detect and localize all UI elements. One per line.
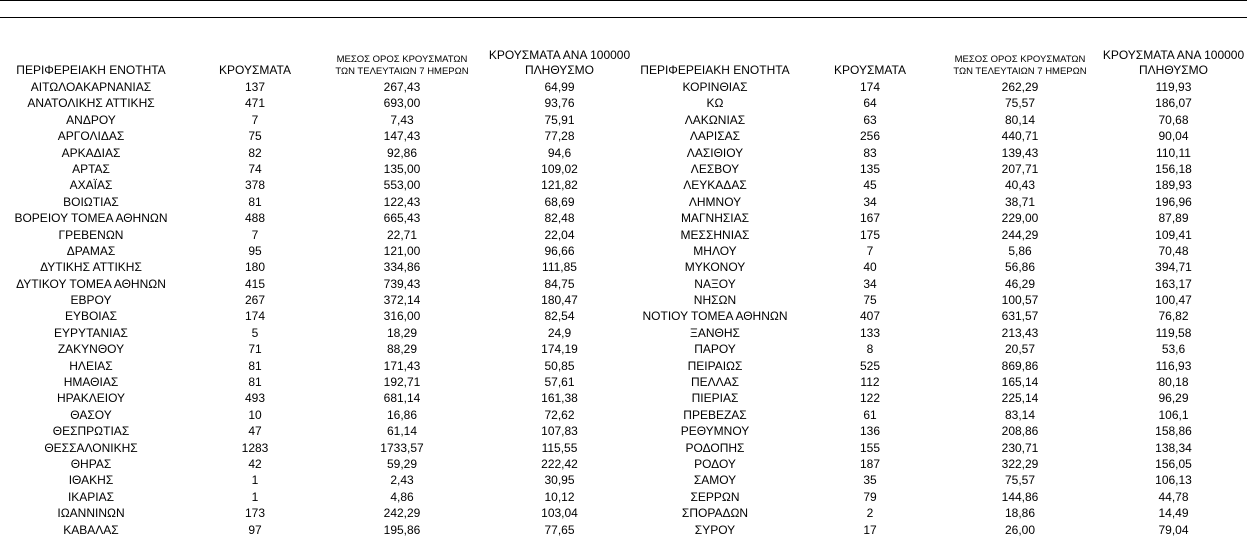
per100k-cell: 110,11 bbox=[1156, 145, 1191, 160]
avg-cases-cell: 869,86 bbox=[1001, 358, 1039, 373]
cases-cell: 493 bbox=[244, 391, 266, 406]
cases-cell: 173 bbox=[244, 506, 266, 521]
table-row bbox=[0, 489, 1247, 505]
table-row bbox=[0, 472, 1247, 488]
avg-cases-cell: 61,14 bbox=[386, 424, 418, 439]
table-row bbox=[0, 210, 1247, 226]
region-cell: ΒΟΡΕΙΟΥ ΤΟΜΕΑ ΑΘΗΝΩΝ bbox=[14, 211, 168, 226]
per100k-cell: 119,58 bbox=[1155, 325, 1192, 340]
table-row bbox=[0, 374, 1247, 390]
avg-cases-cell: 195,86 bbox=[383, 522, 421, 537]
region-cell: ΠΡΕΒΕΖΑΣ bbox=[683, 407, 747, 422]
avg-cases-cell: 4,86 bbox=[390, 489, 414, 504]
cases-cell: 1 bbox=[251, 473, 259, 488]
header-region-label: ΠΕΡΙΦΕΡΕΙΑΚΗ ΕΝΟΤΗΤΑ bbox=[16, 63, 166, 77]
region-cell: ΑΙΤΩΛΟΑΚΑΡΝΑΝΙΑΣ bbox=[30, 80, 152, 94]
per100k-cell: 30,95 bbox=[544, 473, 575, 488]
per100k-cell: 82,54 bbox=[544, 309, 575, 324]
region-cell: ΔΥΤΙΚΗΣ ΑΤΤΙΚΗΣ bbox=[40, 260, 142, 275]
per100k-cell: 180,47 bbox=[541, 293, 578, 308]
avg-cases-cell: 46,29 bbox=[1004, 276, 1036, 291]
region-cell: ΝΑΞΟΥ bbox=[694, 276, 736, 291]
avg-cases-cell: 75,57 bbox=[1004, 96, 1036, 111]
avg-cases-cell: 20,57 bbox=[1004, 342, 1036, 357]
region-cell: ΑΧΑΪΑΣ bbox=[69, 178, 113, 193]
avg-cases-cell: 88,29 bbox=[386, 342, 418, 357]
avg-cases-cell: 7,43 bbox=[390, 112, 414, 127]
per100k-cell: 53,6 bbox=[1161, 342, 1186, 357]
per100k-cell: 196,96 bbox=[1155, 194, 1192, 209]
cases-cell: 137 bbox=[244, 80, 266, 94]
header-avg-line1: ΜΕΣΟΣ ΟΡΟΣ ΚΡΟΥΣΜΑΤΩΝ bbox=[954, 54, 1086, 65]
avg-cases-cell: 100,57 bbox=[1001, 293, 1039, 308]
avg-cases-cell: 147,43 bbox=[383, 129, 421, 144]
header-avg-line2: ΤΩΝ ΤΕΛΕΥΤΑΙΩΝ 7 ΗΜΕΡΩΝ bbox=[335, 66, 469, 77]
region-cell: ΗΛΕΙΑΣ bbox=[69, 358, 113, 373]
per100k-cell: 156,05 bbox=[1155, 456, 1192, 471]
per100k-cell: 189,93 bbox=[1155, 178, 1192, 193]
per100k-cell: 106,1 bbox=[1158, 407, 1189, 422]
cases-cell: 95 bbox=[248, 243, 262, 258]
avg-cases-cell: 26,00 bbox=[1004, 522, 1036, 537]
table-row bbox=[0, 112, 1247, 128]
per100k-cell: 50,85 bbox=[544, 358, 575, 373]
table-row bbox=[0, 128, 1247, 144]
cases-cell: 8 bbox=[866, 342, 874, 357]
avg-cases-cell: 1733,57 bbox=[380, 440, 424, 455]
cases-cell: 133 bbox=[859, 325, 881, 340]
table-row bbox=[0, 341, 1247, 357]
table-row bbox=[0, 423, 1247, 439]
avg-cases-cell: 213,43 bbox=[1001, 325, 1039, 340]
cases-cell: 81 bbox=[248, 375, 262, 390]
region-cell: ΘΕΣΣΑΛΟΝΙΚΗΣ bbox=[44, 440, 138, 455]
region-cell: ΙΩΑΝΝΙΝΩΝ bbox=[57, 506, 125, 521]
region-cell: ΑΝΔΡΟΥ bbox=[66, 112, 116, 127]
table-row bbox=[0, 325, 1247, 341]
cases-cell: 167 bbox=[859, 211, 881, 226]
top-border-line bbox=[0, 0, 1247, 1]
per100k-cell: 70,68 bbox=[1158, 112, 1189, 127]
region-cell: ΣΥΡΟΥ bbox=[694, 522, 736, 537]
cases-cell: 174 bbox=[859, 80, 881, 94]
per100k-cell: 68,69 bbox=[544, 194, 575, 209]
region-cell: ΣΑΜΟΥ bbox=[693, 473, 737, 488]
cases-cell: 2 bbox=[866, 506, 874, 521]
header-per100k-line2: ΠΛΗΘΥΣΜΟ bbox=[1138, 63, 1209, 77]
avg-cases-cell: 18,86 bbox=[1004, 506, 1036, 521]
table-row bbox=[0, 259, 1247, 275]
region-cell: ΣΕΡΡΩΝ bbox=[690, 489, 740, 504]
avg-cases-cell: 144,86 bbox=[1001, 489, 1039, 504]
cases-cell: 10 bbox=[248, 407, 262, 422]
avg-cases-cell: 135,00 bbox=[383, 161, 421, 176]
cases-cell: 79 bbox=[863, 489, 877, 504]
per100k-cell: 14,49 bbox=[1158, 506, 1189, 521]
per100k-cell: 57,61 bbox=[544, 375, 575, 390]
avg-cases-cell: 230,71 bbox=[1001, 440, 1039, 455]
avg-cases-cell: 18,29 bbox=[386, 325, 418, 340]
per100k-cell: 96,66 bbox=[544, 243, 575, 258]
avg-cases-cell: 693,00 bbox=[383, 96, 421, 111]
cases-cell: 71 bbox=[248, 342, 262, 357]
per100k-cell: 93,76 bbox=[544, 96, 575, 111]
avg-cases-cell: 5,86 bbox=[1008, 243, 1032, 258]
region-cell: ΘΗΡΑΣ bbox=[70, 456, 112, 471]
cases-cell: 488 bbox=[244, 211, 266, 226]
cases-cell: 82 bbox=[248, 145, 262, 160]
header-per100k-line2: ΠΛΗΘΥΣΜΟ bbox=[524, 63, 595, 77]
cases-cell: 175 bbox=[859, 227, 881, 242]
table-row bbox=[0, 227, 1247, 243]
avg-cases-cell: 121,00 bbox=[383, 243, 421, 258]
per100k-cell: 107,83 bbox=[541, 424, 578, 439]
per100k-cell: 87,89 bbox=[1158, 211, 1189, 226]
avg-cases-cell: 244,29 bbox=[1001, 227, 1039, 242]
cases-cell: 42 bbox=[248, 456, 262, 471]
cases-cell: 5 bbox=[251, 325, 259, 340]
cases-cell: 34 bbox=[863, 276, 877, 291]
per100k-cell: 174,19 bbox=[541, 342, 578, 357]
region-cell: ΛΑΣΙΘΙΟΥ bbox=[686, 145, 744, 160]
cases-cell: 155 bbox=[859, 440, 881, 455]
per100k-cell: 24,9 bbox=[547, 325, 572, 340]
region-cell: ΔΡΑΜΑΣ bbox=[66, 243, 116, 258]
avg-cases-cell: 322,29 bbox=[1001, 456, 1039, 471]
table-row bbox=[0, 292, 1247, 308]
cases-cell: 1283 bbox=[241, 440, 269, 455]
table-row bbox=[0, 440, 1247, 456]
region-cell: ΔΥΤΙΚΟΥ ΤΟΜΕΑ ΑΘΗΝΩΝ bbox=[16, 276, 166, 291]
region-cell: ΠΕΙΡΑΙΩΣ bbox=[687, 358, 743, 373]
region-cell: ΙΘΑΚΗΣ bbox=[68, 473, 114, 488]
cases-cell: 407 bbox=[859, 309, 881, 324]
cases-cell: 75 bbox=[248, 129, 262, 144]
cases-cell: 122 bbox=[859, 391, 881, 406]
cases-cell: 40 bbox=[863, 260, 877, 275]
region-cell: ΛΕΥΚΑΔΑΣ bbox=[683, 178, 747, 193]
cases-cell: 63 bbox=[863, 112, 877, 127]
cases-cell: 97 bbox=[248, 522, 262, 537]
cases-cell: 174 bbox=[244, 309, 266, 324]
cases-cell: 7 bbox=[251, 112, 259, 127]
per100k-cell: 106,13 bbox=[1155, 473, 1192, 488]
avg-cases-cell: 92,86 bbox=[386, 145, 418, 160]
avg-cases-cell: 739,43 bbox=[383, 276, 421, 291]
region-cell: ΘΕΣΠΡΩΤΙΑΣ bbox=[52, 424, 130, 439]
avg-cases-cell: 40,43 bbox=[1004, 178, 1036, 193]
avg-cases-cell: 2,43 bbox=[390, 473, 414, 488]
per100k-cell: 84,75 bbox=[544, 276, 575, 291]
region-cell: ΡΕΘΥΜΝΟΥ bbox=[680, 424, 750, 439]
cases-cell: 7 bbox=[866, 243, 874, 258]
region-cell: ΜΥΚΟΝΟΥ bbox=[684, 260, 746, 275]
region-cell: ΙΚΑΡΙΑΣ bbox=[67, 489, 115, 504]
header-cases-left bbox=[210, 42, 300, 78]
cases-cell: 81 bbox=[248, 194, 262, 209]
region-cell: ΗΡΑΚΛΕΙΟΥ bbox=[56, 391, 126, 406]
per100k-cell: 94,6 bbox=[547, 145, 572, 160]
header-per100k-left bbox=[482, 42, 637, 78]
avg-cases-cell: 122,43 bbox=[383, 194, 421, 209]
per100k-cell: 186,07 bbox=[1155, 96, 1192, 111]
per100k-cell: 80,18 bbox=[1158, 375, 1189, 390]
per100k-cell: 76,82 bbox=[1158, 309, 1189, 324]
region-cell: ΝΟΤΙΟΥ ΤΟΜΕΑ ΑΘΗΝΩΝ bbox=[642, 309, 788, 324]
avg-cases-cell: 267,43 bbox=[383, 80, 421, 94]
region-cell: ΖΑΚΥΝΘΟΥ bbox=[57, 342, 125, 357]
table-row bbox=[0, 177, 1247, 193]
avg-cases-cell: 681,14 bbox=[383, 391, 421, 406]
region-cell: ΛΕΣΒΟΥ bbox=[690, 161, 740, 176]
header-per100k-right bbox=[1100, 42, 1247, 78]
avg-cases-cell: 229,00 bbox=[1001, 211, 1039, 226]
region-cell: ΜΕΣΣΗΝΙΑΣ bbox=[680, 227, 750, 242]
per100k-cell: 111,85 bbox=[542, 260, 577, 275]
table-row bbox=[0, 390, 1247, 406]
avg-cases-cell: 171,43 bbox=[383, 358, 421, 373]
region-cell: ΠΕΛΛΑΣ bbox=[690, 375, 740, 390]
region-cell: ΛΑΚΩΝΙΑΣ bbox=[684, 112, 746, 127]
region-cell: ΑΡΚΑΔΙΑΣ bbox=[61, 145, 121, 160]
per100k-cell: 103,04 bbox=[541, 506, 578, 521]
table-row bbox=[0, 79, 1247, 95]
per100k-cell: 90,04 bbox=[1158, 129, 1189, 144]
per100k-cell: 115,55 bbox=[541, 440, 578, 455]
avg-cases-cell: 334,86 bbox=[383, 260, 421, 275]
per100k-cell: 109,02 bbox=[541, 161, 578, 176]
region-cell: ΡΟΔΟΠΗΣ bbox=[685, 440, 745, 455]
cases-cell: 112 bbox=[860, 375, 880, 390]
per100k-cell: 82,48 bbox=[544, 211, 575, 226]
cases-cell: 256 bbox=[859, 129, 881, 144]
cases-cell: 17 bbox=[863, 522, 877, 537]
per100k-cell: 77,28 bbox=[544, 129, 575, 144]
cases-cell: 61 bbox=[863, 407, 877, 422]
avg-cases-cell: 225,14 bbox=[1001, 391, 1039, 406]
region-cell: ΕΥΒΟΙΑΣ bbox=[64, 309, 118, 324]
region-cell: ΠΙΕΡΙΑΣ bbox=[691, 391, 739, 406]
header-cases-label: ΚΡΟΥΣΜΑΤΑ bbox=[219, 63, 291, 77]
avg-cases-cell: 59,29 bbox=[386, 456, 418, 471]
per100k-cell: 222,42 bbox=[541, 456, 578, 471]
per100k-cell: 138,34 bbox=[1155, 440, 1192, 455]
region-cell: ΣΠΟΡΑΔΩΝ bbox=[681, 506, 749, 521]
avg-cases-cell: 38,71 bbox=[1004, 194, 1036, 209]
avg-cases-cell: 262,29 bbox=[1001, 80, 1039, 94]
table-row bbox=[0, 522, 1247, 538]
header-per100k-line1: ΚΡΟΥΣΜΑΤΑ ΑΝΑ 100000 bbox=[1102, 48, 1245, 62]
region-cell: ΗΜΑΘΙΑΣ bbox=[63, 375, 119, 390]
per100k-cell: 64,99 bbox=[544, 80, 575, 94]
header-cases-label: ΚΡΟΥΣΜΑΤΑ bbox=[834, 63, 906, 77]
avg-cases-cell: 80,14 bbox=[1004, 112, 1036, 127]
avg-cases-cell: 208,86 bbox=[1001, 424, 1039, 439]
per100k-cell: 119,93 bbox=[1155, 80, 1192, 94]
per100k-cell: 158,86 bbox=[1155, 424, 1192, 439]
avg-cases-cell: 75,57 bbox=[1004, 473, 1036, 488]
cases-cell: 471 bbox=[244, 96, 266, 111]
avg-cases-cell: 22,71 bbox=[386, 227, 418, 242]
avg-cases-cell: 242,29 bbox=[383, 506, 421, 521]
region-cell: ΘΑΣΟΥ bbox=[70, 407, 112, 422]
per100k-cell: 121,82 bbox=[541, 178, 578, 193]
header-avg-line1: ΜΕΣΟΣ ΟΡΟΣ ΚΡΟΥΣΜΑΤΩΝ bbox=[336, 54, 468, 65]
region-cell: ΓΡΕΒΕΝΩΝ bbox=[58, 227, 124, 242]
region-cell: ΚΟΡΙΝΘΙΑΣ bbox=[682, 80, 748, 94]
region-cell: ΞΑΝΘΗΣ bbox=[690, 325, 740, 340]
per100k-cell: 79,04 bbox=[1158, 522, 1189, 537]
per100k-cell: 77,65 bbox=[544, 522, 575, 537]
per100k-cell: 10,12 bbox=[544, 489, 575, 504]
per100k-cell: 394,71 bbox=[1155, 260, 1192, 275]
cases-cell: 47 bbox=[248, 424, 262, 439]
region-cell: ΑΝΑΤΟΛΙΚΗΣ ΑΤΤΙΚΗΣ bbox=[27, 96, 155, 111]
table-row bbox=[0, 407, 1247, 423]
avg-cases-cell: 553,00 bbox=[383, 178, 421, 193]
avg-cases-cell: 372,14 bbox=[383, 293, 421, 308]
cases-cell: 187 bbox=[859, 456, 881, 471]
table-row bbox=[0, 243, 1247, 259]
per100k-cell: 75,91 bbox=[544, 112, 575, 127]
per100k-cell: 156,18 bbox=[1155, 161, 1192, 176]
per100k-cell: 72,62 bbox=[544, 407, 575, 422]
table-row bbox=[0, 308, 1247, 324]
header-avg-right bbox=[940, 42, 1100, 78]
region-cell: ΜΑΓΝΗΣΙΑΣ bbox=[680, 211, 750, 226]
region-cell: ΒΟΙΩΤΙΑΣ bbox=[63, 194, 119, 209]
header-region-label: ΠΕΡΙΦΕΡΕΙΑΚΗ ΕΝΟΤΗΤΑ bbox=[640, 63, 790, 77]
header-cases-right bbox=[825, 42, 915, 78]
avg-cases-cell: 83,14 bbox=[1004, 407, 1036, 422]
region-cell: ΛΑΡΙΣΑΣ bbox=[689, 129, 741, 144]
region-cell: ΕΒΡΟΥ bbox=[70, 293, 112, 308]
cases-cell: 74 bbox=[248, 161, 262, 176]
avg-cases-cell: 56,86 bbox=[1004, 260, 1036, 275]
region-cell: ΚΩ bbox=[706, 96, 724, 111]
table-row bbox=[0, 276, 1247, 292]
cases-cell: 64 bbox=[863, 96, 877, 111]
header-per100k-line1: ΚΡΟΥΣΜΑΤΑ ΑΝΑ 100000 bbox=[488, 48, 631, 62]
per100k-cell: 100,47 bbox=[1155, 293, 1192, 308]
region-cell: ΑΡΓΟΛΙΔΑΣ bbox=[57, 129, 125, 144]
avg-cases-cell: 316,00 bbox=[383, 309, 421, 324]
avg-cases-cell: 16,86 bbox=[386, 407, 418, 422]
header-region-right bbox=[628, 42, 802, 78]
avg-cases-cell: 440,71 bbox=[1001, 129, 1039, 144]
per100k-cell: 116,93 bbox=[1155, 358, 1192, 373]
cases-cell: 81 bbox=[248, 358, 262, 373]
table-row bbox=[0, 95, 1247, 111]
cases-cell: 83 bbox=[863, 145, 877, 160]
data-table-body bbox=[0, 79, 1247, 538]
cases-cell: 267 bbox=[244, 293, 266, 308]
header-avg-line2: ΤΩΝ ΤΕΛΕΥΤΑΙΩΝ 7 ΗΜΕΡΩΝ bbox=[953, 66, 1087, 77]
region-cell: ΝΗΣΩΝ bbox=[693, 293, 737, 308]
region-cell: ΠΑΡΟΥ bbox=[694, 342, 736, 357]
avg-cases-cell: 192,71 bbox=[383, 375, 421, 390]
per100k-cell: 161,38 bbox=[541, 391, 578, 406]
cases-cell: 136 bbox=[859, 424, 881, 439]
region-cell: ΑΡΤΑΣ bbox=[72, 161, 110, 176]
avg-cases-cell: 165,14 bbox=[1001, 375, 1039, 390]
cases-cell: 180 bbox=[244, 260, 266, 275]
per100k-cell: 22,04 bbox=[544, 227, 575, 242]
cases-cell: 7 bbox=[251, 227, 259, 242]
per100k-cell: 44,78 bbox=[1158, 489, 1189, 504]
per100k-cell: 109,41 bbox=[1155, 227, 1192, 242]
header-avg-left bbox=[322, 42, 482, 78]
cases-cell: 1 bbox=[251, 489, 259, 504]
avg-cases-cell: 139,43 bbox=[1001, 145, 1039, 160]
header-border-line bbox=[0, 17, 1247, 18]
region-cell: ΚΑΒΑΛΑΣ bbox=[63, 522, 119, 537]
region-cell: ΕΥΡΥΤΑΝΙΑΣ bbox=[54, 325, 128, 340]
table-row bbox=[0, 358, 1247, 374]
cases-cell: 75 bbox=[863, 293, 877, 308]
cases-cell: 135 bbox=[859, 161, 881, 176]
region-cell: ΡΟΔΟΥ bbox=[694, 456, 736, 471]
region-cell: ΛΗΜΝΟΥ bbox=[688, 194, 742, 209]
per100k-cell: 96,29 bbox=[1158, 391, 1189, 406]
cases-cell: 45 bbox=[863, 178, 877, 193]
region-cell: ΜΗΛΟΥ bbox=[693, 243, 737, 258]
avg-cases-cell: 207,71 bbox=[1001, 161, 1039, 176]
per100k-cell: 163,17 bbox=[1155, 276, 1192, 291]
cases-cell: 378 bbox=[244, 178, 266, 193]
table-row bbox=[0, 145, 1247, 161]
cases-cell: 34 bbox=[863, 194, 877, 209]
table-row bbox=[0, 505, 1247, 521]
table-row bbox=[0, 194, 1247, 210]
per100k-cell: 70,48 bbox=[1158, 243, 1189, 258]
cases-cell: 35 bbox=[863, 473, 877, 488]
cases-cell: 525 bbox=[859, 358, 881, 373]
header-region-left bbox=[0, 42, 182, 78]
avg-cases-cell: 631,57 bbox=[1001, 309, 1039, 324]
avg-cases-cell: 665,43 bbox=[383, 211, 421, 226]
table-row bbox=[0, 456, 1247, 472]
cases-cell: 415 bbox=[244, 276, 266, 291]
table-row bbox=[0, 161, 1247, 177]
